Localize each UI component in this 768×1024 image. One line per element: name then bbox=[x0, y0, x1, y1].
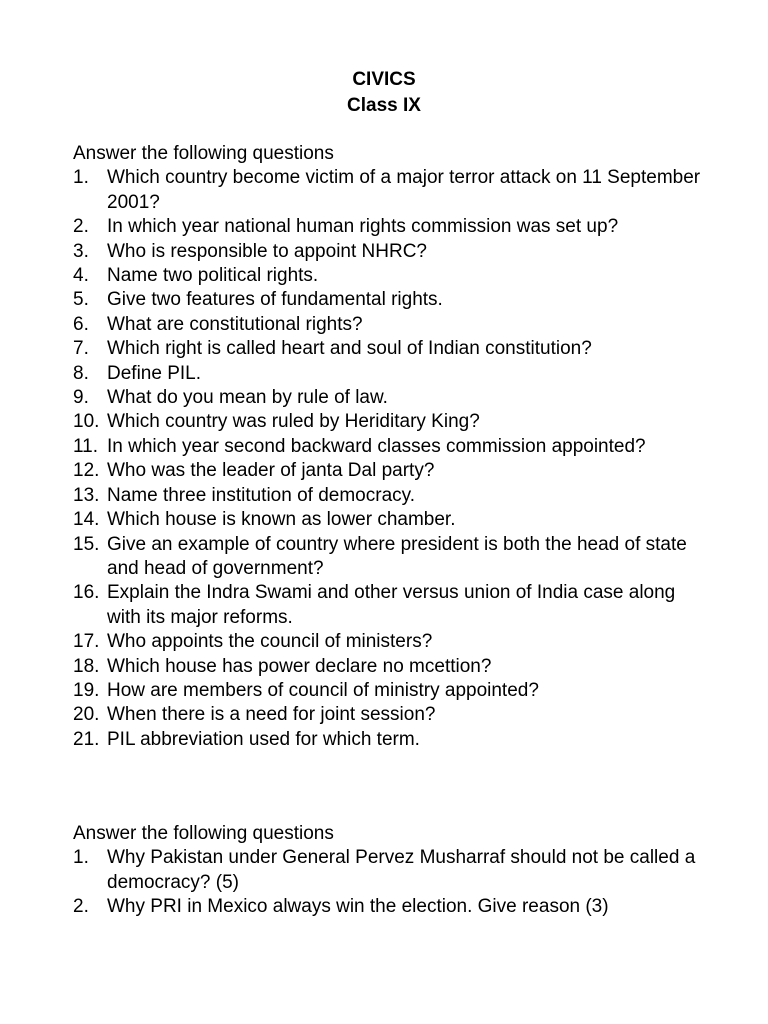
question-item bbox=[73, 703, 713, 727]
question-text: Explain the Indra Swami and other versus union of India case along with its major reforms. bbox=[107, 582, 676, 628]
question-number: 13. bbox=[73, 484, 100, 506]
question-text: PIL abbreviation used for which term. bbox=[107, 728, 420, 750]
question-text: Which right is called heart and soul of Indian constitution? bbox=[107, 338, 592, 360]
question-number: 4. bbox=[73, 265, 89, 287]
question-item bbox=[73, 581, 713, 630]
section-2-question-list bbox=[73, 846, 713, 919]
question-section-2 bbox=[73, 822, 713, 920]
question-item bbox=[73, 484, 713, 508]
question-text: What do you mean by rule of law. bbox=[107, 387, 388, 409]
document-title: CIVICS bbox=[352, 69, 416, 90]
question-item bbox=[73, 655, 713, 679]
question-item bbox=[73, 459, 713, 483]
question-item bbox=[73, 435, 713, 459]
question-text: Define PIL. bbox=[107, 362, 201, 384]
question-item bbox=[73, 846, 713, 895]
section-1-heading: Answer the following questions bbox=[73, 143, 334, 164]
question-number: 2. bbox=[73, 216, 89, 238]
question-item bbox=[73, 362, 713, 386]
question-text: Which country was ruled by Heriditary King? bbox=[107, 411, 480, 433]
question-number: 1. bbox=[73, 847, 89, 869]
question-number: 3. bbox=[73, 240, 89, 262]
question-item bbox=[73, 313, 713, 337]
section-2-heading: Answer the following questions bbox=[73, 823, 334, 844]
question-text: In which year national human rights commission was set up? bbox=[107, 216, 619, 238]
question-item bbox=[73, 337, 713, 361]
question-item bbox=[73, 166, 713, 215]
question-item bbox=[73, 240, 713, 264]
question-text: Name three institution of democracy. bbox=[107, 484, 416, 506]
question-item bbox=[73, 264, 713, 288]
question-number: 6. bbox=[73, 313, 89, 335]
question-text: How are members of council of ministry appointed? bbox=[107, 679, 539, 701]
question-text: Who was the leader of janta Dal party? bbox=[107, 460, 435, 482]
question-text: Give two features of fundamental rights. bbox=[107, 289, 443, 311]
question-item bbox=[73, 215, 713, 239]
question-number: 10. bbox=[73, 411, 100, 433]
question-number: 1. bbox=[73, 167, 89, 189]
question-text: In which year second backward classes commission appointed? bbox=[107, 435, 646, 457]
question-number: 16. bbox=[73, 582, 100, 604]
question-text: When there is a need for joint session? bbox=[107, 704, 436, 726]
question-item bbox=[73, 728, 713, 752]
question-number: 14. bbox=[73, 509, 100, 531]
question-number: 8. bbox=[73, 362, 89, 384]
question-text: Why Pakistan under General Pervez Musharraf should not be called a democracy? (5) bbox=[107, 847, 696, 893]
question-text: Name two political rights. bbox=[107, 265, 319, 287]
question-item bbox=[73, 386, 713, 410]
question-number: 17. bbox=[73, 631, 100, 653]
question-text: Which house is known as lower chamber. bbox=[107, 509, 456, 531]
question-text: Which house has power declare no mcettion? bbox=[107, 655, 492, 677]
question-item bbox=[73, 679, 713, 703]
question-number: 15. bbox=[73, 533, 100, 555]
question-item bbox=[73, 508, 713, 532]
question-number: 12. bbox=[73, 460, 100, 482]
question-text: Give an example of country where president is both the head of state and head of government? bbox=[107, 533, 687, 579]
question-text: Who is responsible to appoint NHRC? bbox=[107, 240, 427, 262]
question-number: 18. bbox=[73, 655, 100, 677]
question-number: 11. bbox=[73, 435, 99, 457]
question-number: 2. bbox=[73, 896, 89, 918]
question-item bbox=[73, 288, 713, 312]
question-item bbox=[73, 533, 713, 582]
question-number: 9. bbox=[73, 387, 89, 409]
question-item bbox=[73, 630, 713, 654]
question-number: 7. bbox=[73, 338, 89, 360]
question-number: 5. bbox=[73, 289, 89, 311]
question-text: Why PRI in Mexico always win the election. Give reason (3) bbox=[107, 896, 609, 918]
question-number: 19. bbox=[73, 679, 100, 701]
question-text: Which country become victim of a major terror attack on 11 September 2001? bbox=[107, 167, 701, 213]
question-number: 21. bbox=[73, 728, 100, 750]
document-subtitle: Class IX bbox=[347, 95, 421, 116]
question-section-1 bbox=[73, 142, 713, 752]
question-item bbox=[73, 410, 713, 434]
question-text: What are constitutional rights? bbox=[107, 313, 363, 335]
question-item bbox=[73, 895, 713, 919]
section-1-question-list bbox=[73, 166, 713, 752]
question-number: 20. bbox=[73, 704, 100, 726]
question-text: Who appoints the council of ministers? bbox=[107, 631, 433, 653]
